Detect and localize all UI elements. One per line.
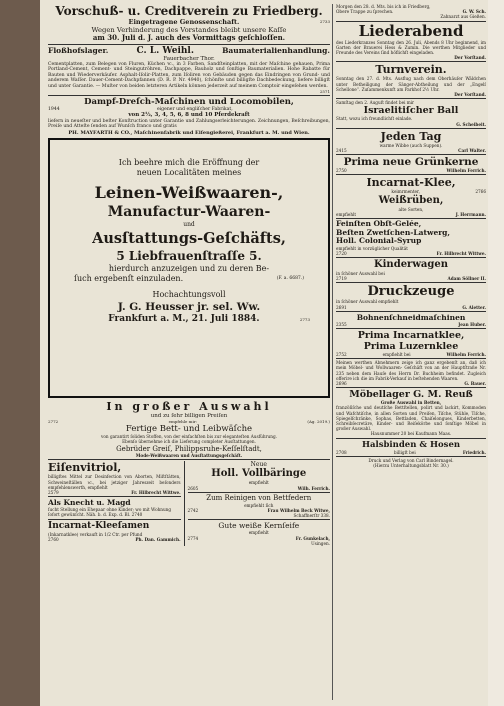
ad-signature: Wilhelm Ferrich. [446, 168, 486, 174]
ad-firm-name: Gebrüder Greiſ, Philippsruhe-Keſſelſtadt, [116, 444, 262, 453]
ad-signature: Der Vorſtand. [454, 92, 486, 98]
ad-line: empfiehlt [336, 211, 357, 217]
newspaper-page [40, 0, 488, 706]
ad-line: empfiehlt [248, 480, 269, 486]
ad-line: hierdurch anzuzeigen und zu deren Be- [108, 263, 270, 273]
ad-mayfarth [48, 97, 330, 136]
ad-firm-name: J. G. Heusser jr. sel. Ww. [117, 300, 261, 313]
ad-heusser [48, 138, 330, 398]
ad-signature: Wilhelm Ferrich. [446, 351, 486, 357]
ad-number: 2691 [336, 304, 347, 310]
supplement-note: (Hierzu Unterhaltungsblatt Nr. 30.) [373, 463, 449, 469]
ad-subtitle: Mode-Weißwaaren und Ausſtattungsgeſchäft. [135, 453, 243, 459]
ad-body: franzöſiſche und deutſche Bettſtellen, polirt und lackirt, Kommoden und Wafchtiſche, in allen Sorten und Preiſen, Tiſche, Stühle, Tiſche, Spiegelſchränke, Sophas, Bettladen, Chaiſelongues, Kinderbetten, Schreibſecretäre, Kinder- und Reiſekörbe und ſonſtige Möbel in großer Auswahl. [336, 405, 486, 432]
ad-signature: Fr. Hilbrecht Wittwe. [131, 489, 181, 495]
ad-signature: Fr. Gunkelach, [295, 535, 330, 541]
ad-firm-name: C. L. Weihl. [136, 45, 194, 56]
ad-title: Holl. Vollbäringe [211, 468, 307, 480]
ad-signature: G. Bauer. [464, 381, 486, 386]
left-column [48, 4, 330, 702]
ad-signature: Jean Huber. [458, 321, 486, 327]
ad-pretitle: Neue [250, 461, 267, 469]
ad-line: Morgen den 28. d. Mts. bis ich in Friedberg, [336, 4, 431, 9]
ad-line: alte Sorten, [398, 206, 424, 212]
ad-body: ſucht Stellung ein Ehepaar ohne Kinder; wo mit Wohnung ſofort gewünſcht. Näh. b. d. Exp. d. Bl. 2740 [48, 507, 172, 518]
ad-number: 2708 [336, 449, 347, 455]
ad-signature: Wilh. Ferrich. [297, 485, 330, 491]
page-gutter [0, 0, 40, 706]
ad-title: Liederabend [358, 21, 464, 40]
ad-number: 2742 [187, 507, 199, 513]
ad-right-label: Baumaterialienhandlung. [222, 45, 330, 55]
ad-line: empfiehlt ſich [244, 502, 274, 508]
ad-heading: Manufactur-Waaren- [107, 203, 271, 220]
ad-number: 2720 [336, 250, 347, 256]
ad-line: ſuch ergebenſt einzuladen. [74, 273, 184, 283]
ad-line: am 30. Juli d. J. auch des Vormittags geſchloſſen. [92, 33, 286, 42]
ad-signature: Frau Wilhelm Beck Witwe, [267, 507, 330, 513]
ad-weihl [48, 46, 330, 95]
ad-subtitle: Große Auswahl in Betten, [380, 400, 442, 406]
ad-title: Jeden Tag [380, 129, 442, 143]
ad-line: und zu ſehr billigen Preiſen [150, 412, 228, 419]
column-divider [332, 4, 333, 700]
ad-line: empfehle mir: [168, 419, 197, 425]
ad-address: Schaffnerſtr 338. [293, 513, 330, 519]
ad-title: Turnverein. [375, 63, 447, 77]
ad-line: Zahnarzt aus Gießen. [440, 14, 486, 20]
ad-note: (Ag. 2019.) [307, 419, 330, 425]
ad-line: Wegen Verhinderung des Vorstandes bleibt unsere Kaſſe [91, 26, 287, 34]
ad-signature: Ph. Dan. Gammich. [135, 536, 181, 542]
ad-vorschussverein [48, 4, 330, 43]
ad-title: Beſten Zwetſchen-Latwerg, [336, 227, 451, 237]
ad-date: Frankfurt a. M., 21. Juli 1884. [108, 313, 260, 324]
ad-line: Samſtag den 2. Auguſt findet bei mir [336, 100, 415, 106]
ad-line: empfiehlt bei [382, 351, 411, 357]
ad-number: 2766 [475, 189, 486, 195]
ad-number: 2415 [336, 148, 347, 154]
ad-title: Feinſten Obſt-Gelée, [336, 219, 422, 229]
ad-title: Incarnat-Klee, [366, 176, 456, 190]
ad-line: von garantirt ſoliden Stoffen, von der einfachſten bis zur eleganteſten Ausführung. [101, 434, 277, 440]
ad-title: Kinderwagen [373, 258, 449, 270]
ad-note: (F. a. 6687.) [276, 275, 304, 281]
ad-title: Möbellager G. M. Reuß [349, 389, 473, 401]
ad-heading: Ausſtattungs-Geſchäfts, [92, 229, 286, 247]
ad-heading: Leinen-Weißwaaren-, [94, 182, 284, 202]
ad-number: 2696 [336, 381, 347, 386]
ad-heading: Fertige Bett- und Leibwäſche [125, 424, 253, 435]
ad-signature: J. Herrmann. [455, 211, 486, 217]
ad-body: Sonntag den 27. d. Mts. Ausflug nach dem Oberhäuſer Wäldchen unter Betheiligung der Sänger-Abtheilung und der „Engelſ Schellone“. Zuſammenkunft am Parkhof 2½ Uhr. [336, 76, 486, 92]
ad-body: liefern in neueſter und beſter Konſtruction unter Garantie und Zahlungserleichterungen. Zeichnungen, Beſchreibungen, Preiſe und Atteſte ſenden auf Wunſch franco und gratis [48, 118, 330, 130]
ad-title: Prima Luzernklee [363, 340, 459, 352]
ads-bottom-right [188, 461, 330, 546]
ad-number: 2752 [336, 351, 347, 357]
ad-number: 2355 [336, 321, 347, 327]
ad-address: 5 Liebfrauenſtraſſe 5. [116, 248, 262, 263]
ad-line: Ebenſo übernehme ich die Lieferung completer Ausſtattungen. [122, 439, 256, 445]
ad-title: Israelitiſcher Ball [363, 105, 459, 117]
right-column [336, 4, 486, 702]
imprint: Druck und Verlag von Carl Bindernagel. [368, 457, 454, 463]
ad-line: in ſchöner Auswahl bei [336, 270, 385, 276]
ad-title: Eiſenvitriol, [48, 461, 122, 475]
adjacent-page-edge [488, 0, 504, 706]
ad-line: billigſt bei [393, 449, 416, 455]
ad-line: Hochachtungsvoll [152, 289, 226, 299]
ad-title: Halsbinden & Hosen [361, 439, 461, 450]
ad-line: empfiehlt in vorzüglicher Qualität [336, 245, 408, 251]
ad-line: und [183, 220, 195, 228]
ad-city: Usingen. [311, 540, 330, 546]
ad-line: in ſchöner Auswahl empfiehlt [336, 299, 399, 305]
ad-greif [48, 400, 330, 459]
ad-title: Holl. Colonial-Syrup [336, 236, 422, 246]
ad-line: Statt, wozu ich freundlichſt einlade. [336, 116, 413, 122]
ad-left-label: Floßhofslager. [48, 45, 109, 55]
ad-subtitle: Eingetragene Genossenschaft. [128, 18, 240, 26]
ad-signature: Der Vorſtand. [454, 55, 486, 61]
ad-signature: G. Aletter. [462, 304, 486, 310]
ad-title: Bohnenſchneidmaſchinen [356, 312, 466, 322]
ad-title: Als Knecht u. Magd [48, 498, 131, 508]
ad-number: 2750 [336, 168, 347, 174]
ad-title: Gute weiße Kernſeife [218, 521, 300, 531]
ad-signature: G. W. Sch. [462, 9, 486, 15]
ad-line: keimrmenter, [391, 189, 420, 195]
ad-body: Cementplatten, zum Belegen von Fluren, Küchen ꝛc., in 3 Farben, Sandſteinplatten, mit der Maſchine gehauen, Prima Portland-Cement, Cement- und Steingutröhren, Dachpappe, Bauholz und ſonſtige Baumaterialien. Hohe Rabatte für Bauten und Wiederverkäufer. Asphalt-Iſolir-Platten, zum Iſoliren von Gebäuden gegen das Eindringen von Grund- und anderem Waſſer. Dauer-Cement-Dachpfannen (D. R. P. Nr. 4940), ſchönſte und billigſte Dachbedeckung, liefere billigſt und unter Garantie. — Muſter von beiden letzteren Artikeln können jederzeit auf meinem Comptoir eingeſehen werden. [48, 62, 330, 89]
ad-line: von 2½, 3, 4, 5, 6, 8 und 10 Pferdekraft [128, 112, 250, 119]
ad-signature: G. Scheibeit. [456, 121, 486, 127]
ad-signature: Friedrich. [462, 449, 486, 455]
ad-title: Prima Incarnatklee, [357, 329, 465, 341]
ad-number: 2733 [319, 19, 330, 24]
ad-subtitle: Fauerbacher Thor. [163, 55, 215, 62]
ad-line: empfiehlt [248, 530, 269, 536]
ad-title: In großer Auswahl [106, 399, 272, 413]
ad-body: billigſtes Mittel zur Desinfection von Aborten, Miſtſtätten, Schweineſtällen ꝛc., bei jetziger Jahreszeit beſonders empfehlenswerth, empfiehlt [48, 474, 181, 490]
ad-number: 1944 [48, 107, 60, 113]
ad-line: Ich beehre mich die Eröffnung der [118, 157, 260, 167]
ad-body: (Inkarnatklee) verkauft in 1/2 Ctr. per Pfund [48, 531, 143, 537]
ad-number: 2772 [48, 419, 59, 425]
ad-line: warme Wibbe (auch Suppen). [379, 142, 443, 148]
ad-firm: PH. MAYFARTH & CO., Maſchinenfabrik und Eiſengießerei, Frankfurt a. M. und Wien. [68, 129, 310, 136]
ad-title: Incarnat-Kleeſamen [48, 520, 150, 531]
ads-bottom-left [48, 461, 181, 546]
ad-body: des Liederkranzes Sonntag den 26. Juli, Abends 8 Uhr beginnend, im Garten der Brauerei Hess & Zumin. Die werthen Mitglieder und Freunde des Vereins ſind höflichſt eingeladen. [336, 39, 486, 56]
ad-number: 2605 [187, 485, 199, 491]
ad-number: 2760 [48, 536, 59, 542]
ad-title: Prima neue Grünkerne [343, 156, 479, 169]
ad-signature: Fr. Hilbrecht Wittwe. [436, 250, 486, 256]
ad-number: 2773 [299, 316, 310, 322]
ad-body: Meinen werthen Abnehmern zeige ich ganz ergebenſt an, daß ich mein Möbel- und Wollwaaren- Geſchäft von an der Hauptſtraße Nr. 235 neben dem Hauſe des Herrn Dr. Buchheim befindet. Zugleich offerire ich die im Fabrik-Verkauf in beſtehenden Waaren. [336, 360, 486, 381]
ad-title: Vorschuß- u. Creditverein zu Friedberg. [55, 4, 323, 18]
ad-line: neuen Localitäten meines [136, 167, 242, 177]
ad-number: 2719 [336, 276, 347, 282]
ad-number: 2774 [187, 535, 199, 541]
ad-title: Weißrüben, [378, 194, 444, 206]
ad-number: 2571 [319, 89, 330, 95]
ad-number: 2579 [48, 489, 59, 495]
ad-title: Druckzeuge [367, 284, 455, 300]
ad-line: Hausnummer 20 bei Kaufmann Maas. [370, 431, 452, 437]
ad-signature: Carl Walter. [458, 148, 486, 154]
ad-signature: Adam Söllner II. [447, 276, 486, 282]
ad-title: Dampf-Dreſch-Maſchinen und Locomobilen, [84, 97, 294, 108]
ad-line: eigener und engliſcher Fabrikat, [156, 107, 233, 113]
ad-line: Obere Trappe zu ſprechen. [336, 9, 394, 15]
ad-title: Zum Reinigen von Bettfedern [206, 493, 312, 502]
